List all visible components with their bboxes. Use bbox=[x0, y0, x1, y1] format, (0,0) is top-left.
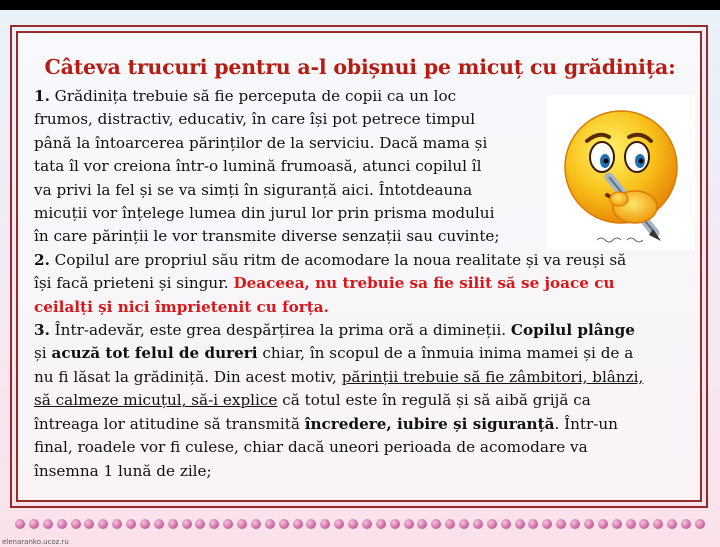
decorative-dot bbox=[515, 519, 525, 529]
decorative-dot bbox=[598, 519, 608, 529]
text-segment: 2. bbox=[34, 250, 50, 269]
text-segment: Copilul plânge bbox=[510, 321, 635, 340]
text-line bbox=[34, 296, 704, 319]
decorative-dot bbox=[320, 519, 330, 529]
decorative-dot bbox=[431, 519, 441, 529]
decorative-dot bbox=[195, 519, 205, 529]
text-segment: părinții trebuie să fie zâmbitori, blânzi, bbox=[341, 367, 644, 386]
decorative-dot bbox=[154, 519, 164, 529]
decorative-dot bbox=[84, 519, 94, 529]
text-segment: chiar, în scopul de a înmuia inima mamei și de a bbox=[257, 344, 634, 363]
text-line bbox=[34, 272, 704, 295]
text-segment: Într-adevăr, este grea despărțirea la prima oră a dimineții. bbox=[49, 321, 511, 340]
decorative-dot bbox=[362, 519, 372, 529]
decorative-dot bbox=[265, 519, 275, 529]
text-line bbox=[34, 132, 704, 155]
text-segment: până la întoarcerea părinților de la serviciu. Dacă mama și bbox=[34, 133, 488, 152]
text-segment: final, roadele vor fi culese, chiar dacă uneori perioada de acomodare va bbox=[34, 438, 588, 457]
text-line bbox=[34, 413, 704, 436]
decorative-dot bbox=[653, 519, 663, 529]
text-segment: își facă prieteni și singur. bbox=[34, 274, 234, 293]
text-line bbox=[34, 460, 704, 483]
decorative-dot bbox=[528, 519, 538, 529]
text-segment: . Într-un bbox=[554, 414, 618, 433]
decorative-dot bbox=[417, 519, 427, 529]
text-segment: Grădinița trebuie să fie perceputa de copii ca un loc bbox=[49, 87, 457, 105]
decorative-dot bbox=[306, 519, 316, 529]
decorative-dot bbox=[681, 519, 691, 529]
text-segment: tata îl vor creiona într-o lumină frumoasă, atunci copilul îl bbox=[34, 157, 482, 176]
decorative-dot bbox=[43, 519, 53, 529]
page-title: Câteva trucuri pentru a-l obișnui pe micuț cu grădinița: bbox=[44, 55, 676, 79]
decorative-dot bbox=[404, 519, 414, 529]
text-line bbox=[34, 389, 704, 412]
text-line bbox=[34, 225, 704, 248]
decorative-dot bbox=[584, 519, 594, 529]
decorative-dot bbox=[445, 519, 455, 529]
text-line bbox=[34, 108, 704, 131]
decorative-dot-border bbox=[15, 517, 705, 531]
text-line bbox=[34, 85, 704, 108]
decorative-dot bbox=[57, 519, 67, 529]
decorative-dot bbox=[639, 519, 649, 529]
decorative-dot bbox=[667, 519, 677, 529]
text-line bbox=[34, 249, 704, 272]
decorative-dot bbox=[237, 519, 247, 529]
text-segment: va privi la fel și se va simți în siguranță aici. Întotdeauna bbox=[34, 180, 473, 199]
text-segment: însemna 1 lună de zile; bbox=[34, 461, 212, 480]
text-segment: frumos, distractiv, educativ, în care își pot petrece timpul bbox=[34, 110, 476, 129]
decorative-dot bbox=[459, 519, 469, 529]
text-segment: 3. bbox=[34, 321, 50, 340]
decorative-dot bbox=[293, 519, 303, 529]
decorative-dot bbox=[612, 519, 622, 529]
decorative-dot bbox=[182, 519, 192, 529]
text-segment: încredere, iubire și siguranță bbox=[304, 414, 555, 433]
text-segment: și bbox=[34, 344, 52, 363]
decorative-dot bbox=[140, 519, 150, 529]
decorative-dot bbox=[556, 519, 566, 529]
top-bar bbox=[0, 0, 720, 10]
decorative-dot bbox=[501, 519, 511, 529]
text-line bbox=[34, 366, 704, 389]
decorative-dot bbox=[390, 519, 400, 529]
decorative-dot bbox=[376, 519, 386, 529]
decorative-dot bbox=[168, 519, 178, 529]
decorative-dot bbox=[473, 519, 483, 529]
watermark: elenaranko.ucoz.ru bbox=[2, 538, 69, 546]
decorative-dot bbox=[223, 519, 233, 529]
decorative-dot bbox=[126, 519, 136, 529]
decorative-dot bbox=[348, 519, 358, 529]
decorative-dot bbox=[487, 519, 497, 529]
decorative-dot bbox=[112, 519, 122, 529]
body-text bbox=[34, 85, 704, 483]
text-line bbox=[34, 202, 704, 225]
text-segment: Deaceea, nu trebuie sa fie silit să se joace cu bbox=[233, 274, 615, 293]
text-segment: întreaga lor atitudine să transmită bbox=[34, 414, 305, 433]
text-line bbox=[34, 179, 704, 202]
decorative-dot bbox=[209, 519, 219, 529]
text-line bbox=[34, 155, 704, 178]
decorative-dot bbox=[542, 519, 552, 529]
text-segment: că totul este în regulă și să aibă grijă ca bbox=[277, 391, 591, 410]
text-segment: ceilalți și nici împrietenit cu forța. bbox=[34, 297, 329, 316]
text-segment: micuții vor înțelege lumea din jurul lor prin prisma modului bbox=[34, 204, 495, 223]
decorative-dot bbox=[98, 519, 108, 529]
text-segment: acuză tot felul de dureri bbox=[51, 344, 258, 363]
decorative-dot bbox=[626, 519, 636, 529]
text-segment: nu fi lăsat la grădiniță. Din acest motiv, bbox=[34, 367, 342, 386]
text-line bbox=[34, 319, 704, 342]
decorative-dot bbox=[334, 519, 344, 529]
decorative-dot bbox=[695, 519, 705, 529]
decorative-dot bbox=[251, 519, 261, 529]
decorative-dot bbox=[279, 519, 289, 529]
text-line bbox=[34, 342, 704, 365]
text-segment: Copilul are propriul său ritm de acomodare la noua realitate și va reuși să bbox=[49, 250, 627, 269]
text-line bbox=[34, 436, 704, 459]
text-segment: 1. bbox=[34, 87, 50, 105]
decorative-dot bbox=[29, 519, 39, 529]
text-segment: să calmeze micuțul, să-i explice bbox=[34, 391, 278, 410]
decorative-dot bbox=[15, 519, 25, 529]
decorative-dot bbox=[570, 519, 580, 529]
decorative-dot bbox=[71, 519, 81, 529]
text-segment: în care părinții le vor transmite diverse senzații sau cuvinte; bbox=[34, 227, 500, 246]
